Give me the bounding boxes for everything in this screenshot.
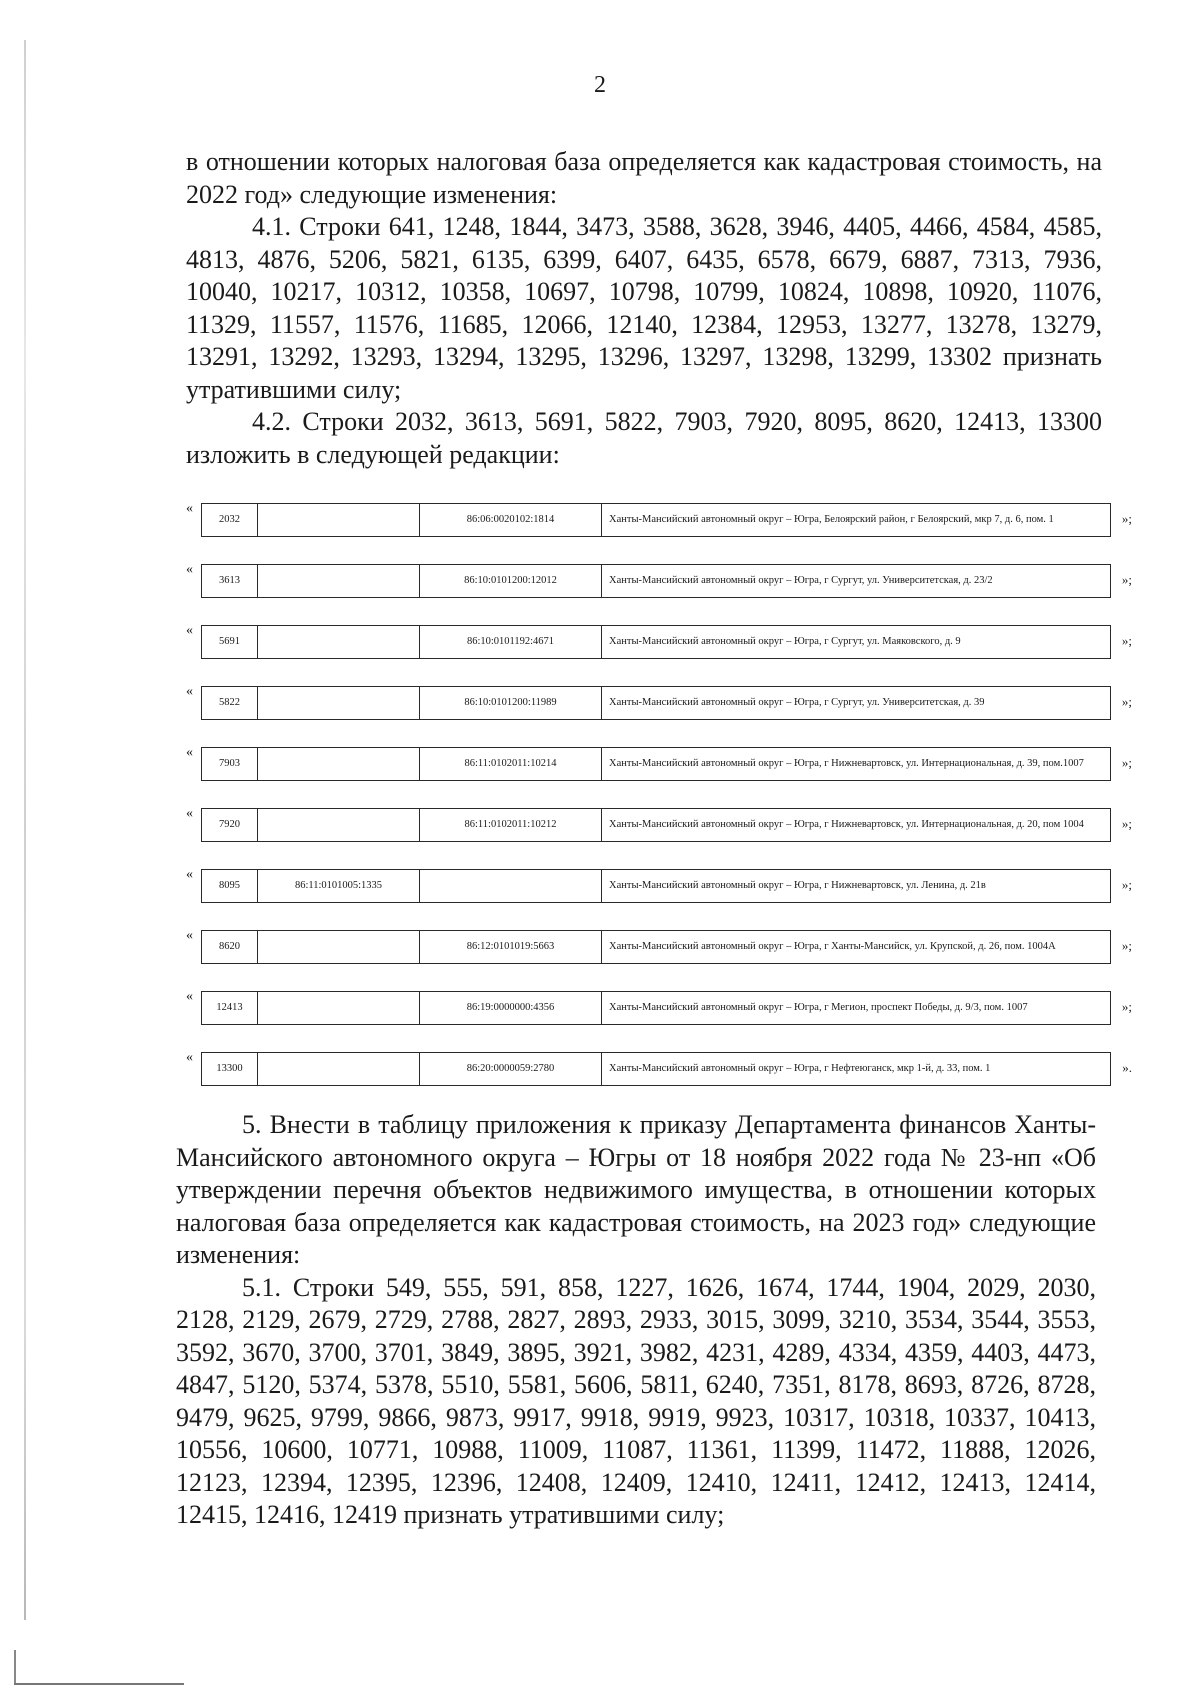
row-table (201, 1052, 1111, 1086)
text-block-bottom (176, 1109, 1096, 1532)
cadastral-building-cell (258, 565, 420, 597)
cadastral-premises-cell: 86:11:0102011:10212 (420, 809, 602, 841)
quote-close: ». (1122, 1060, 1132, 1075)
row-number-cell: 2032 (202, 504, 258, 536)
cadastral-premises-cell: 86:06:0020102:1814 (420, 504, 602, 536)
address-cell: Ханты-Мансийский автономный округ – Югра, г Нижневартовск, ул. Интернациональная, д. 39, пом.1007 (609, 758, 1084, 769)
row-number-cell: 8095 (202, 870, 258, 902)
table-row (186, 991, 1132, 1027)
address-cell: Ханты-Мансийский автономный округ – Югра, Белоярский район, г Белоярский, мкр 7, д. 6, пом. 1 (609, 514, 1054, 525)
cadastral-premises-cell (420, 870, 602, 902)
row-number-cell: 5822 (202, 687, 258, 719)
quote-open: « (186, 745, 193, 760)
row-number-cell: 13300 (202, 1053, 258, 1085)
cadastral-building-cell (258, 626, 420, 658)
paragraph-intro: в отношении которых налоговая база определяется как кадастровая стоимость, на 2022 год» следующие изменения: (186, 147, 1102, 209)
quote-close: »; (1121, 572, 1132, 587)
quote-open: « (186, 562, 193, 577)
address-cell: Ханты-Мансийский автономный округ – Югра, г Нижневартовск, ул. Интернациональная, д. 20, пом 1004 (609, 819, 1084, 830)
paragraph-item-5: 5. Внести в таблицу приложения к приказу Департамента финансов Ханты-Мансийского автономного округа – Югры от 18 ноября 2022 года № 23-нп «Об утверждении перечня объектов недвижимого имущества, в отношении которых налоговая база определяется как кадастровая стоимость, на 2023 год» следующие изменения: (176, 1110, 1096, 1269)
table-row (186, 1052, 1132, 1088)
row-table (201, 991, 1111, 1025)
quote-open: « (186, 684, 193, 699)
row-table (201, 930, 1111, 964)
cadastral-building-cell (258, 504, 420, 536)
quote-close: »; (1121, 633, 1132, 648)
row-number-cell: 3613 (202, 565, 258, 597)
quote-close: »; (1121, 694, 1132, 709)
scan-edge-bottom-tick (14, 1650, 16, 1685)
cadastral-building-cell (258, 931, 420, 963)
address-cell: Ханты-Мансийский автономный округ – Югра, г Сургут, ул. Университетская, д. 23/2 (609, 575, 993, 586)
quote-close: »; (1121, 816, 1132, 831)
cadastral-building-cell (258, 1053, 420, 1085)
row-number-cell: 5691 (202, 626, 258, 658)
page-number: 2 (594, 72, 606, 98)
row-number-cell: 7920 (202, 809, 258, 841)
address-cell: Ханты-Мансийский автономный округ – Югра, г Нефтеюганск, мкр 1-й, д. 33, пом. 1 (609, 1063, 991, 1074)
quote-open: « (186, 928, 193, 943)
cadastral-premises-cell: 86:19:0000000:4356 (420, 992, 602, 1024)
quote-open: « (186, 1050, 193, 1065)
quote-close: »; (1121, 755, 1132, 770)
row-number-cell: 8620 (202, 931, 258, 963)
table-row (186, 564, 1132, 600)
cadastral-premises-cell: 86:10:0101200:12012 (420, 565, 602, 597)
cadastral-premises-cell: 86:10:0101200:11989 (420, 687, 602, 719)
quote-open: « (186, 501, 193, 516)
cadastral-premises-cell: 86:10:0101192:4671 (420, 626, 602, 658)
table-row (186, 625, 1132, 661)
table-row (186, 869, 1132, 905)
cadastral-premises-cell: 86:12:0101019:5663 (420, 931, 602, 963)
row-table (201, 808, 1111, 842)
table-row (186, 930, 1132, 966)
row-number-cell: 12413 (202, 992, 258, 1024)
address-cell: Ханты-Мансийский автономный округ – Югра, г Сургут, ул. Университетская, д. 39 (609, 697, 985, 708)
quote-close: »; (1121, 877, 1132, 892)
scan-edge-bottom (14, 1683, 184, 1685)
quote-close: »; (1121, 999, 1132, 1014)
paragraph-item-4-1: 4.1. Строки 641, 1248, 1844, 3473, 3588, 3628, 3946, 4405, 4466, 4584, 4585, 4813, 4876, 5206, 5821, 6135, 6399, 6407, 6435, 6578, 6679, 6887, 7313, 7936, 10040, 10217, 10312, 10358, 10697, 10798, 10799, 10824, 10898, 10920, 11076, 11329, 11557, 11576, 11685, 12066, 12140, 12384, 12953, 13277, 13278, 13279, 13291, 13292, 13293, 13294, 13295, 13296, 13297, 13298, 13299, 13302 признать утратившими силу; (186, 212, 1102, 404)
quote-open: « (186, 623, 193, 638)
quote-close: »; (1121, 938, 1132, 953)
quote-close: »; (1121, 511, 1132, 526)
scan-edge-left (24, 40, 26, 1620)
cadastral-building-cell (258, 809, 420, 841)
cadastral-building-cell (258, 748, 420, 780)
cadastral-premises-cell: 86:20:0000059:2780 (420, 1053, 602, 1085)
quote-open: « (186, 867, 193, 882)
address-cell: Ханты-Мансийский автономный округ – Югра, г Нижневартовск, ул. Ленина, д. 21в (609, 880, 986, 891)
cadastral-premises-cell: 86:11:0102011:10214 (420, 748, 602, 780)
table-row (186, 747, 1132, 783)
table-row (186, 686, 1132, 722)
row-table (201, 747, 1111, 781)
row-table (201, 564, 1111, 598)
quote-open: « (186, 989, 193, 1004)
table-row (186, 808, 1132, 844)
row-table (201, 686, 1111, 720)
cadastral-building-cell: 86:11:0101005:1335 (258, 870, 420, 902)
address-cell: Ханты-Мансийский автономный округ – Югра, г Ханты-Мансийск, ул. Крупской, д. 26, пом. 1004А (609, 941, 1056, 952)
table-row (186, 503, 1132, 539)
address-cell: Ханты-Мансийский автономный округ – Югра, г Сургут, ул. Маяковского, д. 9 (609, 636, 961, 647)
quote-open: « (186, 806, 193, 821)
row-table (201, 869, 1111, 903)
paragraph-item-5-1: 5.1. Строки 549, 555, 591, 858, 1227, 1626, 1674, 1744, 1904, 2029, 2030, 2128, 2129, 2679, 2729, 2788, 2827, 2893, 2933, 3015, 3099, 3210, 3534, 3544, 3553, 3592, 3670, 3700, 3701, 3849, 3895, 3921, 3982, 4231, 4289, 4334, 4359, 4403, 4473, 4847, 5120, 5374, 5378, 5510, 5581, 5606, 5811, 6240, 7351, 8178, 8693, 8726, 8728, 9479, 9625, 9799, 9866, 9873, 9917, 9918, 9919, 9923, 10317, 10318, 10337, 10413, 10556, 10600, 10771, 10988, 11009, 11087, 11361, 11399, 11472, 11888, 12026, 12123, 12394, 12395, 12396, 12408, 12409, 12410, 12411, 12412, 12413, 12414, 12415, 12416, 12419 признать утратившими силу; (176, 1272, 1096, 1529)
row-number-cell: 7903 (202, 748, 258, 780)
text-block-top (186, 146, 1102, 471)
row-table (201, 503, 1111, 537)
address-cell: Ханты-Мансийский автономный округ – Югра, г Мегион, проспект Победы, д. 9/3, пом. 1007 (609, 1002, 1028, 1013)
row-table (201, 625, 1111, 659)
paragraph-item-4-2: 4.2. Строки 2032, 3613, 5691, 5822, 7903, 7920, 8095, 8620, 12413, 13300 изложить в следующей редакции: (186, 407, 1102, 469)
cadastral-building-cell (258, 992, 420, 1024)
cadastral-building-cell (258, 687, 420, 719)
